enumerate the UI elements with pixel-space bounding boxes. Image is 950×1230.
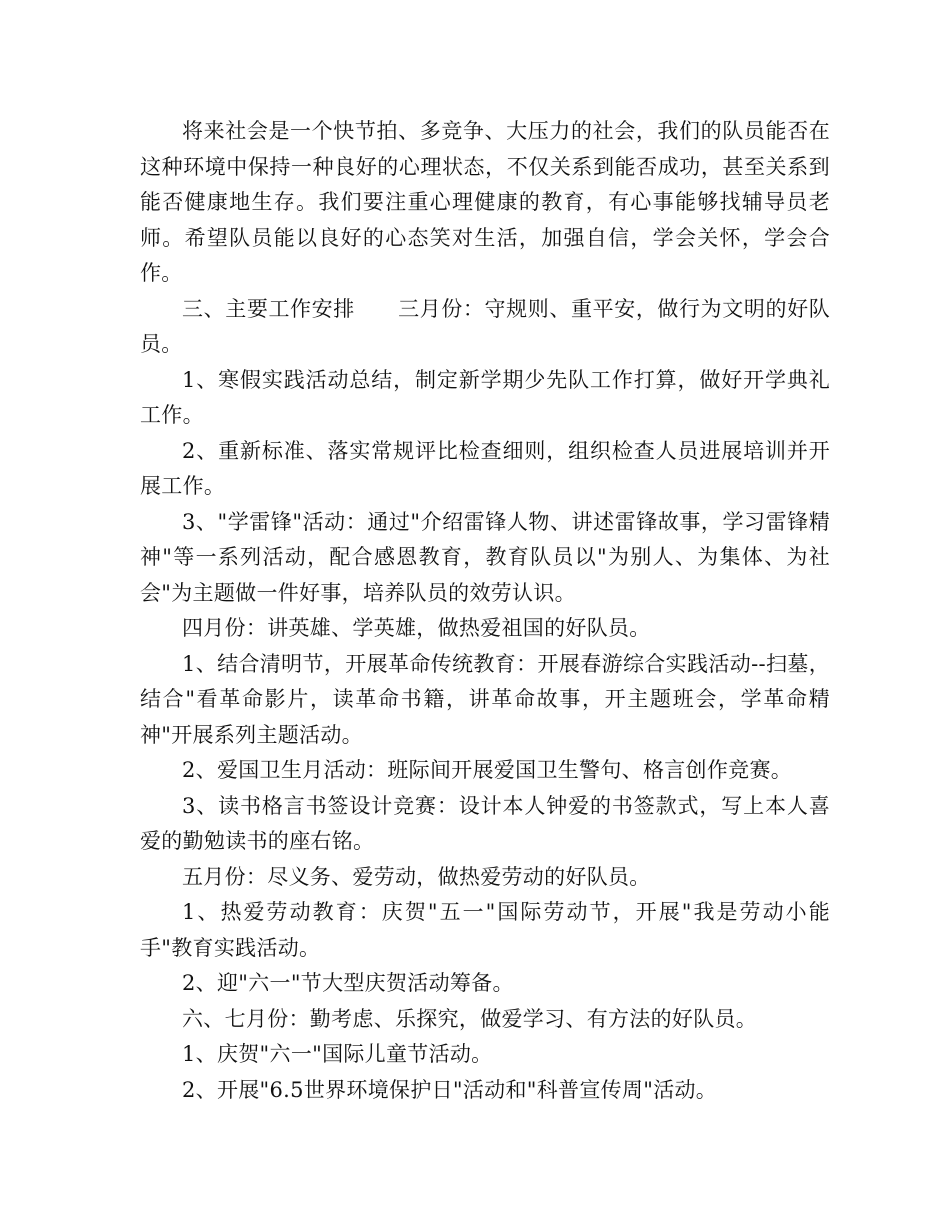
paragraph-june-july-heading: 六、七月份：勤考虑、乐探究，做爱学习、有方法的好队员。 — [182, 1006, 758, 1031]
paragraph-april-item-3: 3、读书格言书签设计竞赛：设计本人钟爱的书签款式，写上本人喜爱的勤勉读书的座右铭。 — [140, 793, 830, 853]
paragraph-march-item-3: 3、"学雷锋"活动：通过"介绍雷锋人物、讲述雷锋故事，学习雷锋精神"等一系列活动，配合感恩教育，教育队员以"为别人、为集体、为社会"为主题做一件好事，培养队员的效劳认识。 — [140, 509, 830, 605]
paragraph-june-july-item-2: 2、开展"6.5世界环境保护日"活动和"科普宣传周"活动。 — [182, 1077, 718, 1102]
paragraph-april-item-2: 2、爱国卫生月活动：班际间开展爱国卫生警句、格言创作竞赛。 — [182, 758, 793, 782]
paragraph-may-item-1: 1、热爱劳动教育：庆贺"五一"国际劳动节，开展"我是劳动小能手"教育实践活动。 — [140, 900, 830, 960]
paragraph-march-item-2: 2、重新标准、落实常规评比检查细则，组织检查人员进展培训并开展工作。 — [140, 438, 830, 498]
paragraph-may-item-2: 2、迎"六一"节大型庆贺活动筹备。 — [182, 971, 514, 995]
paragraph-may-heading: 五月份：尽义务、爱劳动，做热爱劳动的好队员。 — [182, 864, 651, 889]
paragraph-march-item-1: 1、寒假实践活动总结，制定新学期少先队工作打算，做好开学典礼工作。 — [140, 367, 830, 427]
document-body — [140, 114, 830, 1108]
paragraph-section-three-march: 三、主要工作安排 三月份：守规则、重平安，做行为文明的好队员。 — [140, 296, 830, 356]
paragraph-april-item-1: 1、结合清明节，开展革命传统教育：开展春游综合实践活动--扫墓，结合"看革命影片，读革命书籍，讲革命故事，开主题班会，学革命精神"开展系列主题活动。 — [140, 651, 830, 747]
paragraph-april-heading: 四月份：讲英雄、学英雄，做热爱祖国的好队员。 — [182, 616, 651, 640]
paragraph-june-july-item-1: 1、庆贺"六一"国际儿童节活动。 — [182, 1042, 493, 1066]
paragraph-intro: 将来社会是一个快节拍、多竞争、大压力的社会，我们的队员能否在这种环境中保持一种良好的心理状态，不仅关系到能否成功，甚至关系到能否健康地生存。我们要注重心理健康的教育，有心事能够找辅导员老师。希望队员能以良好的心态笑对生活，加强自信，学会关怀，学会合作。 — [140, 119, 830, 285]
